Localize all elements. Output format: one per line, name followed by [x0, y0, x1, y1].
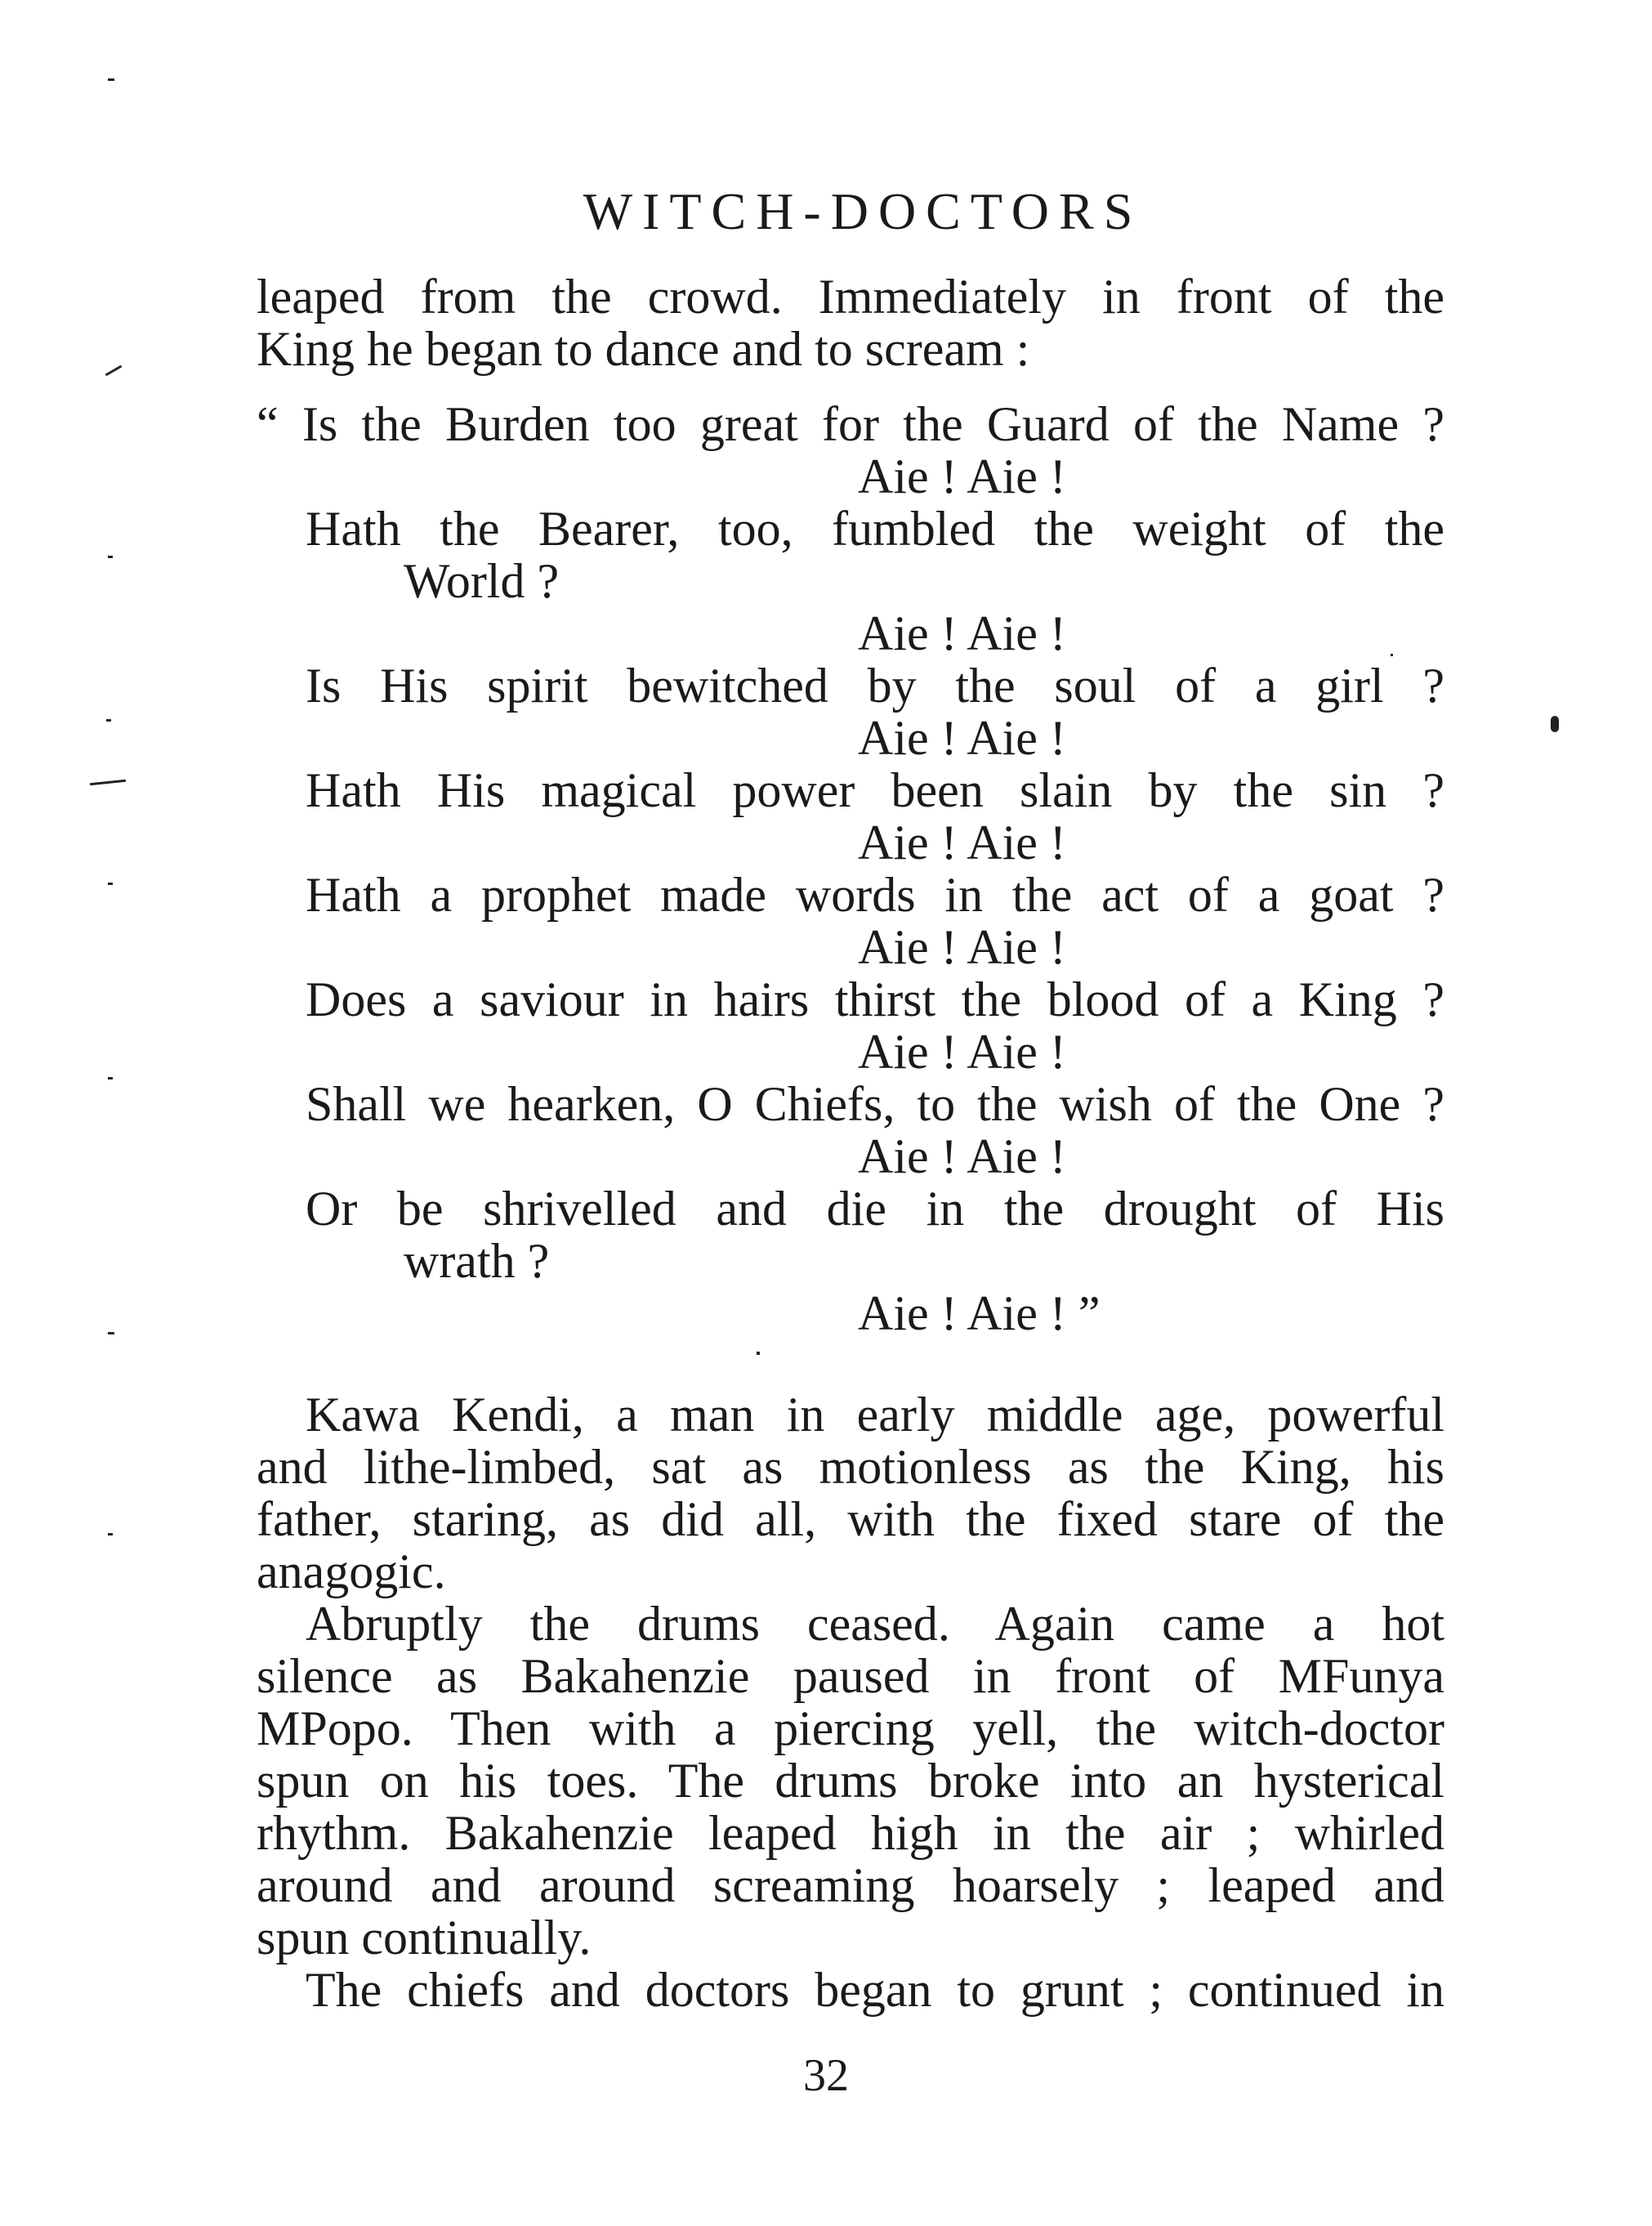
scan-speck	[108, 78, 114, 81]
paragraph-line: around and around screaming hoarsely ; leaped and	[257, 1858, 1444, 1912]
chant-line-continued: World ?	[404, 554, 560, 608]
chant-line: Hath the Bearer, too, fumbled the weight of the	[306, 502, 1444, 556]
chant-line: Hath a prophet made words in the act of a goat ?	[306, 868, 1444, 922]
page-number: 32	[803, 2050, 849, 2101]
chant-refrain: Aie ! Aie !	[858, 1129, 1066, 1183]
chant-refrain: Aie ! Aie !	[858, 449, 1066, 503]
chant-refrain: Aie ! Aie !	[858, 606, 1066, 660]
chant-line: Hath His magical power been slain by the sin ?	[306, 763, 1444, 817]
chant-line: Is His spirit bewitched by the soul of a girl ?	[306, 659, 1444, 713]
text-line: leaped from the crowd. Immediately in front of the	[257, 270, 1444, 324]
chant-line: “ Is the Burden too great for the Guard of the Name ?	[257, 397, 1444, 451]
paragraph-line: Kawa Kendi, a man in early middle age, powerful	[306, 1388, 1444, 1442]
paragraph-line: The chiefs and doctors began to grunt ; continued in	[306, 1963, 1444, 2017]
scan-speck	[105, 365, 123, 377]
paragraph-line: Abruptly the drums ceased. Again came a hot	[306, 1597, 1444, 1651]
chant-refrain: Aie ! Aie !	[858, 1025, 1066, 1079]
scan-speck	[1391, 654, 1393, 656]
scan-speck	[106, 719, 111, 722]
scan-speck	[108, 883, 113, 885]
paragraph-line: and lithe-limbed, sat as motionless as the King, his	[257, 1440, 1444, 1494]
text-line: King he began to dance and to scream :	[257, 322, 1030, 376]
paragraph-line: rhythm. Bakahenzie leaped high in the air ; whirled	[257, 1806, 1444, 1860]
paragraph-line: MPopo. Then with a piercing yell, the witch-doctor	[257, 1701, 1444, 1755]
paragraph-line: father, staring, as did all, with the fixed stare of the	[257, 1492, 1444, 1546]
scan-speck	[108, 556, 113, 558]
chant-line: Or be shrivelled and die in the drought of His	[306, 1182, 1444, 1236]
chant-refrain: Aie ! Aie !	[858, 920, 1066, 974]
paragraph-line: silence as Bakahenzie paused in front of MFunya	[257, 1649, 1444, 1703]
chant-line: Does a saviour in hairs thirst the blood of a King ?	[306, 972, 1444, 1026]
chant-line-continued: wrath ?	[404, 1234, 550, 1288]
scan-speck	[108, 1332, 114, 1334]
chant-refrain: Aie ! Aie !	[858, 711, 1066, 765]
scan-speck	[108, 1077, 113, 1079]
paragraph-line: spun on his toes. The drums broke into an hysterical	[257, 1754, 1444, 1808]
scan-speck	[108, 1533, 113, 1535]
scan-speck	[757, 1352, 760, 1355]
paragraph-line: anagogic.	[257, 1544, 446, 1598]
scan-speck	[90, 780, 126, 786]
paragraph-line: spun continually.	[257, 1911, 592, 1965]
chant-refrain: Aie ! Aie ! ”	[858, 1286, 1101, 1340]
scan-speck	[1551, 716, 1559, 732]
chant-line: Shall we hearken, O Chiefs, to the wish of the One ?	[306, 1077, 1444, 1131]
chant-refrain: Aie ! Aie !	[858, 816, 1066, 869]
running-head: WITCH-DOCTORS	[583, 182, 1143, 240]
